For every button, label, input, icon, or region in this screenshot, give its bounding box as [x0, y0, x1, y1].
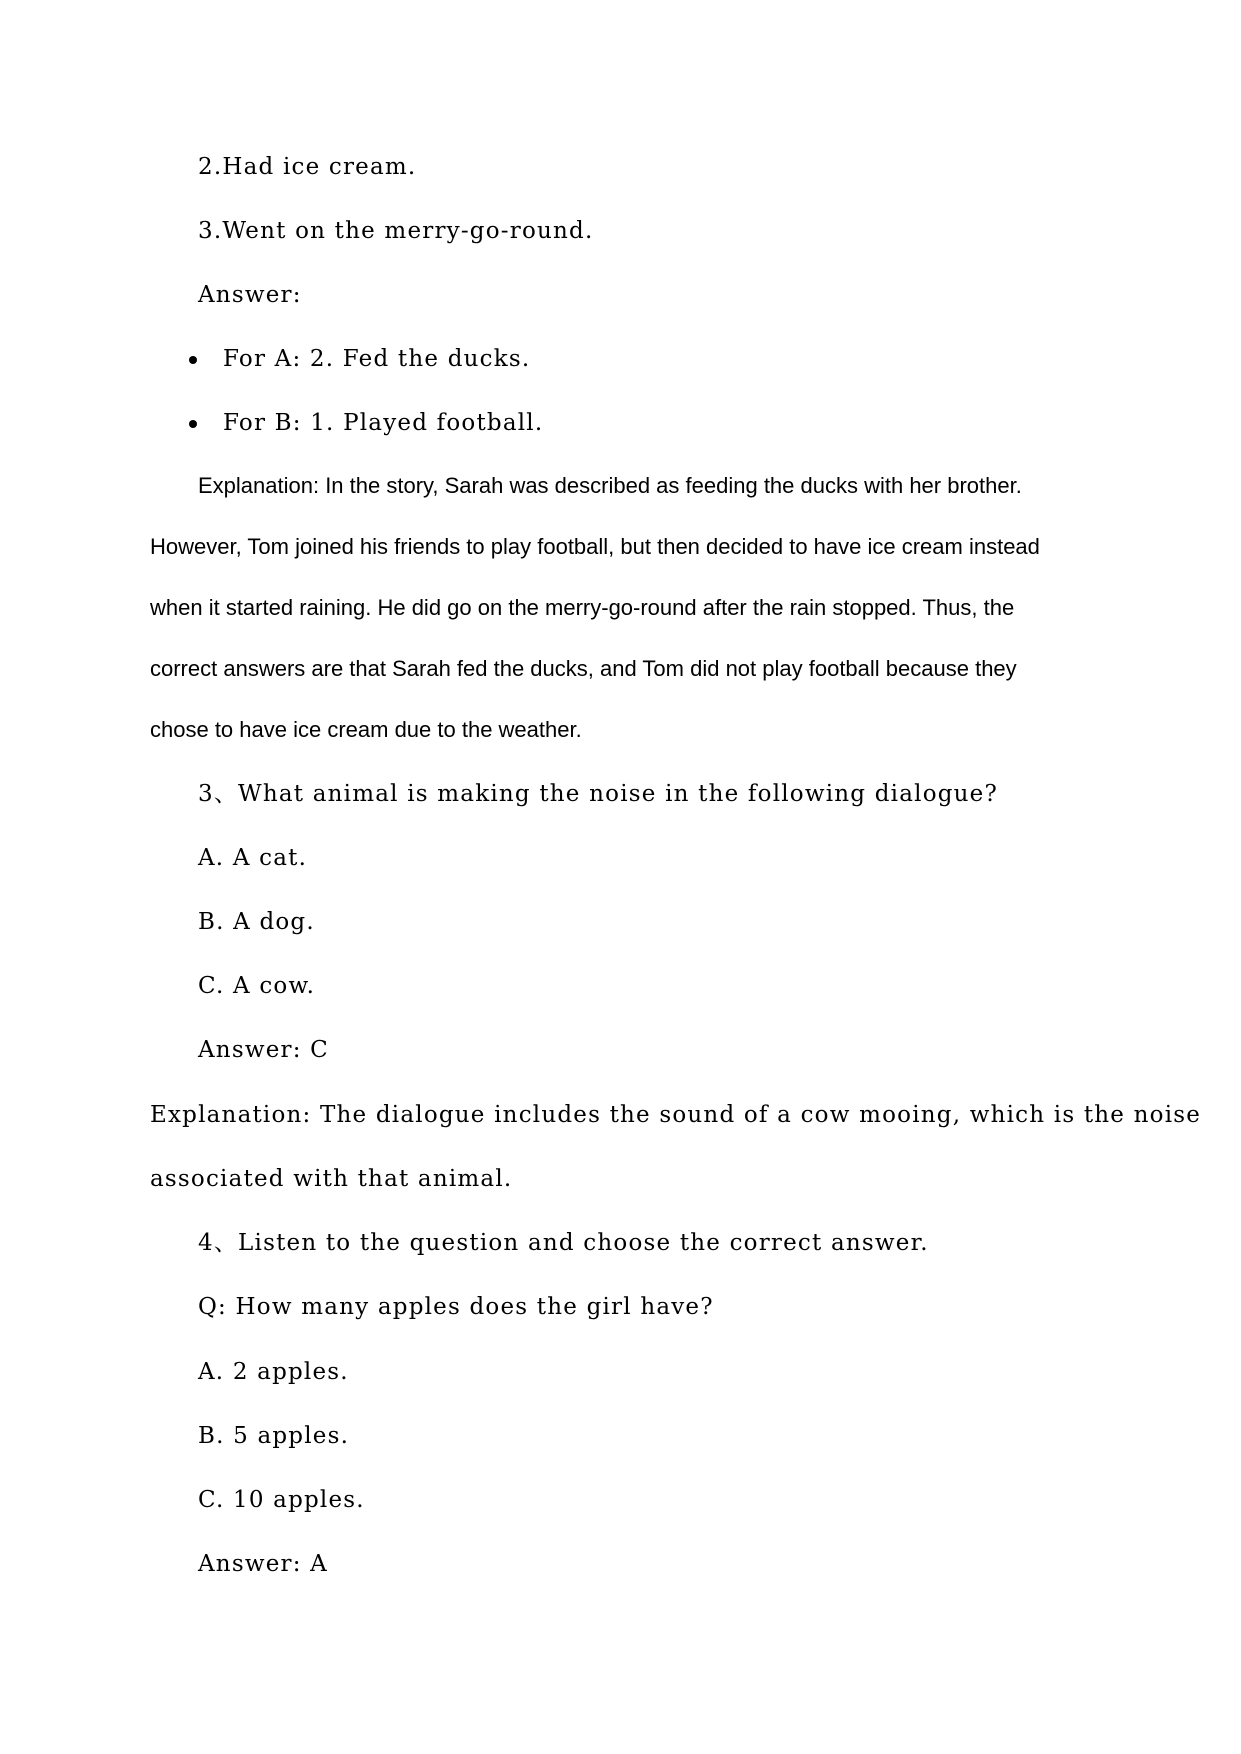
question-3-explanation-line: associated with that animal. — [150, 1166, 513, 1192]
question-3-option-a: A. A cat. — [198, 845, 308, 871]
bullet-dot-icon — [189, 420, 197, 428]
question-3-option-c: C. A cow. — [198, 973, 316, 999]
bullet-dot-icon — [189, 356, 197, 364]
question-4-sub-question: Q: How many apples does the girl have? — [198, 1294, 714, 1320]
question-4-option-a: A. 2 apples. — [198, 1359, 349, 1385]
explanation-line: However, Tom joined his friends to play football, but then decided to have ice cream instead — [150, 534, 1040, 559]
explanation-line: Explanation: In the story, Sarah was described as feeding the ducks with her brother. — [198, 473, 1022, 498]
question-3-prompt: 3、What animal is making the noise in the following dialogue? — [198, 781, 999, 807]
question-3-explanation-line: Explanation: The dialogue includes the sound of a cow mooing, which is the noise — [150, 1102, 1202, 1128]
question-4-option-c: C. 10 apples. — [198, 1487, 365, 1513]
explanation-line: chose to have ice cream due to the weather. — [150, 717, 582, 742]
explanation-line: when it started raining. He did go on the merry-go-round after the rain stopped. Thus, the — [150, 595, 1015, 620]
option-3: 3.Went on the merry-go-round. — [198, 218, 594, 244]
question-4-answer: Answer: A — [198, 1551, 328, 1577]
answer-bullet-a: For A: 2. Fed the ducks. — [223, 346, 531, 372]
option-2: 2.Had ice cream. — [198, 154, 417, 180]
question-4-prompt: 4、Listen to the question and choose the correct answer. — [198, 1230, 929, 1256]
answer-label: Answer: — [198, 282, 302, 308]
question-3-answer: Answer: C — [198, 1037, 329, 1063]
answer-bullet-b: For B: 1. Played football. — [223, 410, 544, 436]
question-3-option-b: B. A dog. — [198, 909, 315, 935]
question-4-option-b: B. 5 apples. — [198, 1423, 350, 1449]
explanation-line: correct answers are that Sarah fed the ducks, and Tom did not play football because they — [150, 656, 1017, 681]
